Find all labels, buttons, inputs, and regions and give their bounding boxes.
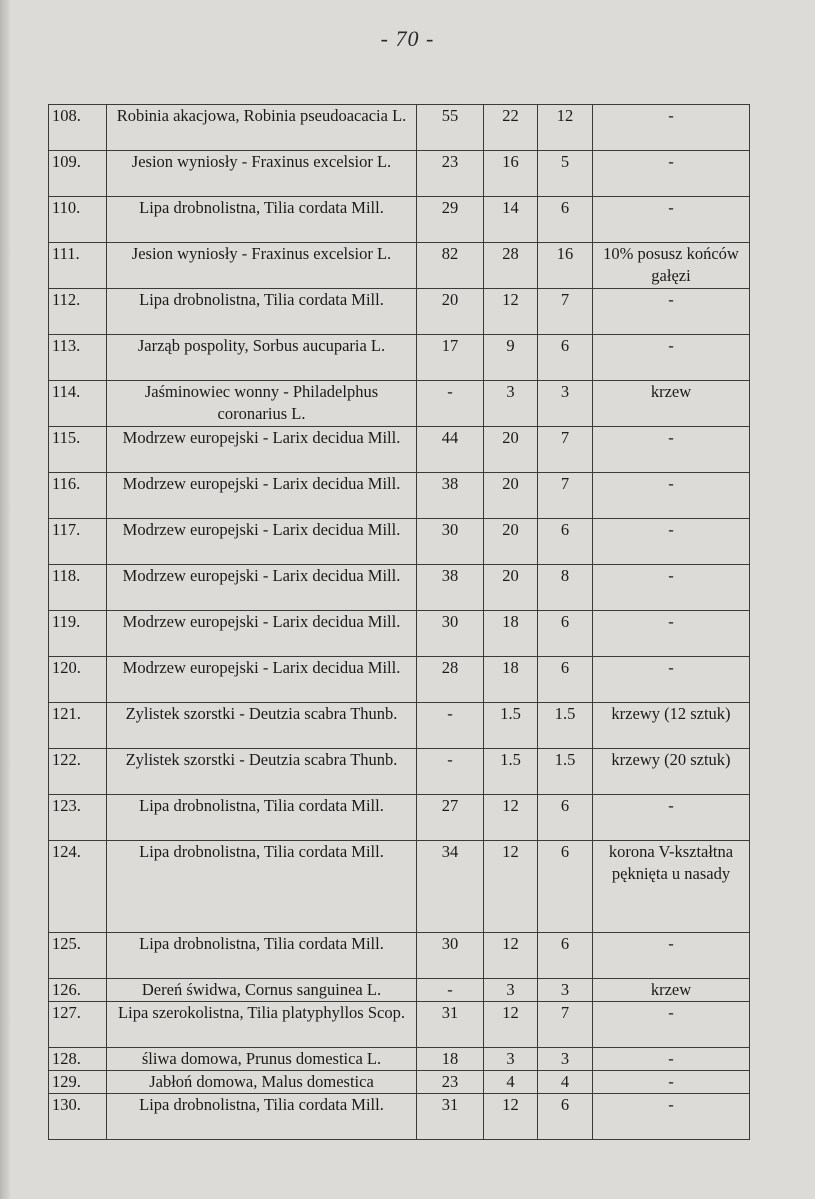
species-name-cell: Jabłoń domowa, Malus domestica [107,1071,417,1094]
value-crown-cell: 6 [538,335,593,381]
row-number-cell: 116. [49,473,107,519]
value-circumference-cell: 28 [417,657,484,703]
value-crown-cell: 7 [538,427,593,473]
value-crown-cell: 3 [538,979,593,1002]
row-number-cell: 125. [49,933,107,979]
species-name-cell: śliwa domowa, Prunus domestica L. [107,1048,417,1071]
value-crown-cell: 6 [538,519,593,565]
table-row [49,519,750,565]
value-circumference-cell: - [417,979,484,1002]
row-number-cell: 119. [49,611,107,657]
value-crown-cell: 1.5 [538,749,593,795]
value-circumference-cell: 30 [417,933,484,979]
species-name-cell: Dereń świdwa, Cornus sanguinea L. [107,979,417,1002]
value-circumference-cell: 30 [417,611,484,657]
species-name-cell: Modrzew europejski - Larix decidua Mill. [107,427,417,473]
remarks-cell: - [593,1048,750,1071]
value-crown-cell: 7 [538,289,593,335]
value-height-cell: 14 [484,197,538,243]
remarks-cell: - [593,565,750,611]
row-number-cell: 109. [49,151,107,197]
row-number-cell: 124. [49,841,107,933]
species-name-cell: Jesion wyniosły - Fraxinus excelsior L. [107,243,417,289]
table-row [49,427,750,473]
remarks-cell: - [593,611,750,657]
value-height-cell: 4 [484,1071,538,1094]
remarks-cell: - [593,519,750,565]
value-circumference-cell: 55 [417,105,484,151]
value-height-cell: 12 [484,841,538,933]
value-crown-cell: 6 [538,657,593,703]
table-row [49,473,750,519]
value-crown-cell: 6 [538,611,593,657]
value-circumference-cell: 20 [417,289,484,335]
value-height-cell: 20 [484,473,538,519]
remarks-cell: - [593,1071,750,1094]
remarks-cell: krzew [593,381,750,427]
row-number-cell: 129. [49,1071,107,1094]
table-row [49,1002,750,1048]
species-name-cell: Lipa szerokolistna, Tilia platyphyllos Scop. [107,1002,417,1048]
value-height-cell: 3 [484,1048,538,1071]
row-number-cell: 108. [49,105,107,151]
species-name-cell: Jarząb pospolity, Sorbus aucuparia L. [107,335,417,381]
value-circumference-cell: 23 [417,151,484,197]
row-number-cell: 128. [49,1048,107,1071]
species-name-cell: Modrzew europejski - Larix decidua Mill. [107,657,417,703]
row-number-cell: 115. [49,427,107,473]
remarks-cell: 10% posusz końców gałęzi [593,243,750,289]
value-circumference-cell: - [417,381,484,427]
value-height-cell: 1.5 [484,749,538,795]
value-crown-cell: 1.5 [538,703,593,749]
species-name-cell: Lipa drobnolistna, Tilia cordata Mill. [107,1094,417,1140]
species-name-cell: Modrzew europejski - Larix decidua Mill. [107,565,417,611]
value-height-cell: 18 [484,611,538,657]
value-height-cell: 12 [484,795,538,841]
species-name-cell: Lipa drobnolistna, Tilia cordata Mill. [107,795,417,841]
value-height-cell: 16 [484,151,538,197]
row-number-cell: 111. [49,243,107,289]
value-circumference-cell: 30 [417,519,484,565]
table-row [49,1071,750,1094]
species-name-cell: Modrzew europejski - Larix decidua Mill. [107,611,417,657]
value-circumference-cell: 38 [417,473,484,519]
table-row [49,749,750,795]
remarks-cell: - [593,933,750,979]
row-number-cell: 118. [49,565,107,611]
remarks-cell: - [593,197,750,243]
value-height-cell: 12 [484,933,538,979]
value-height-cell: 20 [484,519,538,565]
value-crown-cell: 6 [538,795,593,841]
value-crown-cell: 16 [538,243,593,289]
species-name-cell: Lipa drobnolistna, Tilia cordata Mill. [107,933,417,979]
value-crown-cell: 6 [538,841,593,933]
remarks-cell: - [593,1002,750,1048]
row-number-cell: 117. [49,519,107,565]
remarks-cell: krzew [593,979,750,1002]
species-name-cell: Modrzew europejski - Larix decidua Mill. [107,519,417,565]
table-row [49,335,750,381]
value-circumference-cell: 34 [417,841,484,933]
table-row [49,289,750,335]
remarks-cell: - [593,1094,750,1140]
remarks-cell: - [593,151,750,197]
row-number-cell: 130. [49,1094,107,1140]
value-height-cell: 22 [484,105,538,151]
table-row [49,1048,750,1071]
value-height-cell: 20 [484,565,538,611]
remarks-cell: - [593,335,750,381]
value-height-cell: 12 [484,1002,538,1048]
value-crown-cell: 7 [538,1002,593,1048]
value-crown-cell: 8 [538,565,593,611]
value-circumference-cell: 18 [417,1048,484,1071]
table-body [49,105,750,1140]
remarks-cell: - [593,657,750,703]
table-row [49,197,750,243]
species-name-cell: Jaśminowiec wonny - Philadelphus coronarius L. [107,381,417,427]
value-crown-cell: 4 [538,1071,593,1094]
species-name-cell: Jesion wyniosły - Fraxinus excelsior L. [107,151,417,197]
value-height-cell: 3 [484,979,538,1002]
row-number-cell: 126. [49,979,107,1002]
species-name-cell: Zylistek szorstki - Deutzia scabra Thunb. [107,749,417,795]
species-name-cell: Zylistek szorstki - Deutzia scabra Thunb. [107,703,417,749]
species-name-cell: Lipa drobnolistna, Tilia cordata Mill. [107,289,417,335]
value-height-cell: 28 [484,243,538,289]
value-circumference-cell: 38 [417,565,484,611]
tree-inventory-table [48,104,750,1140]
value-crown-cell: 12 [538,105,593,151]
value-height-cell: 1.5 [484,703,538,749]
value-circumference-cell: - [417,703,484,749]
table-row [49,381,750,427]
value-crown-cell: 7 [538,473,593,519]
row-number-cell: 123. [49,795,107,841]
table-row [49,703,750,749]
remarks-cell: - [593,289,750,335]
species-name-cell: Modrzew europejski - Larix decidua Mill. [107,473,417,519]
table-row [49,565,750,611]
species-name-cell: Lipa drobnolistna, Tilia cordata Mill. [107,197,417,243]
value-crown-cell: 3 [538,1048,593,1071]
value-crown-cell: 6 [538,933,593,979]
table-row [49,933,750,979]
table-row [49,841,750,933]
remarks-cell: krzewy (12 sztuk) [593,703,750,749]
row-number-cell: 121. [49,703,107,749]
remarks-cell: - [593,473,750,519]
table-row [49,611,750,657]
value-circumference-cell: 17 [417,335,484,381]
row-number-cell: 127. [49,1002,107,1048]
value-circumference-cell: 31 [417,1094,484,1140]
value-circumference-cell: 29 [417,197,484,243]
remarks-cell: - [593,427,750,473]
value-circumference-cell: - [417,749,484,795]
value-height-cell: 20 [484,427,538,473]
table-row [49,979,750,1002]
value-height-cell: 9 [484,335,538,381]
row-number-cell: 114. [49,381,107,427]
page-number: - 70 - [380,26,435,51]
value-height-cell: 12 [484,1094,538,1140]
row-number-cell: 110. [49,197,107,243]
remarks-cell: - [593,105,750,151]
value-height-cell: 12 [484,289,538,335]
table-row [49,243,750,289]
value-circumference-cell: 23 [417,1071,484,1094]
row-number-cell: 112. [49,289,107,335]
value-height-cell: 18 [484,657,538,703]
row-number-cell: 122. [49,749,107,795]
table-row [49,657,750,703]
species-name-cell: Robinia akacjowa, Robinia pseudoacacia L. [107,105,417,151]
value-crown-cell: 6 [538,1094,593,1140]
remarks-cell: - [593,795,750,841]
remarks-cell: korona V-kształtna pęknięta u nasady [593,841,750,933]
value-circumference-cell: 44 [417,427,484,473]
value-height-cell: 3 [484,381,538,427]
remarks-cell: krzewy (20 sztuk) [593,749,750,795]
row-number-cell: 113. [49,335,107,381]
table-row [49,105,750,151]
value-crown-cell: 5 [538,151,593,197]
table-row [49,151,750,197]
value-circumference-cell: 27 [417,795,484,841]
table-row [49,795,750,841]
page-spine-shadow [0,0,10,1199]
value-crown-cell: 6 [538,197,593,243]
value-circumference-cell: 82 [417,243,484,289]
row-number-cell: 120. [49,657,107,703]
value-crown-cell: 3 [538,381,593,427]
species-name-cell: Lipa drobnolistna, Tilia cordata Mill. [107,841,417,933]
table-row [49,1094,750,1140]
value-circumference-cell: 31 [417,1002,484,1048]
